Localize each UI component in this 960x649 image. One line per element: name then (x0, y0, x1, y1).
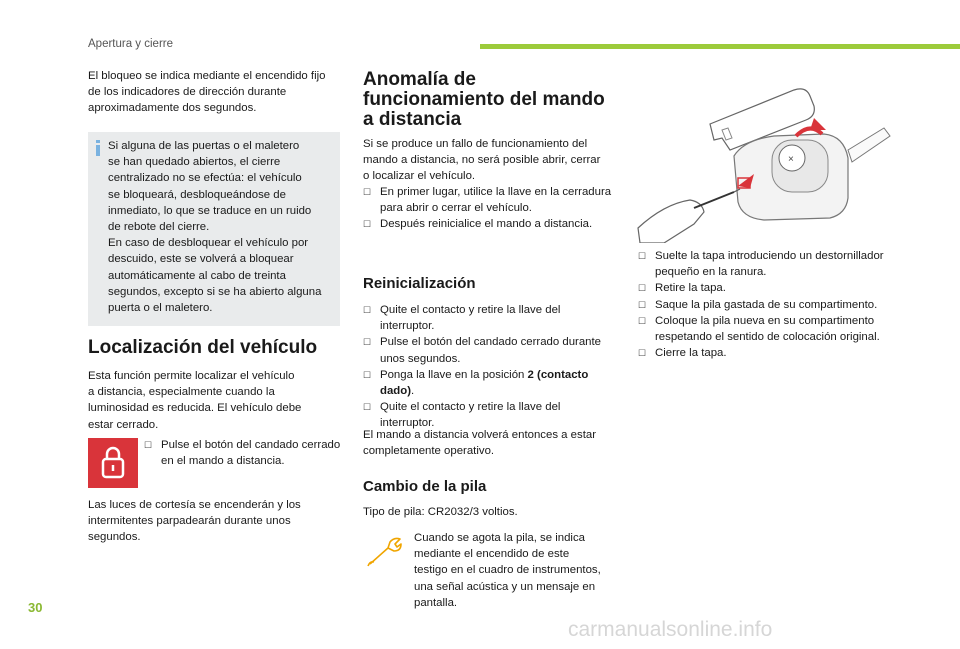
battery-warning-line: testigo en el cuadro de instrumentos, (414, 564, 601, 577)
battery-warning-line: mediante el encendido de este (414, 548, 570, 561)
info-line: automáticamente al cabo de treinta (108, 269, 286, 282)
header-accent-bar (480, 44, 960, 49)
battery-steps (638, 248, 894, 361)
location-line: luminosidad es reducida. El vehículo debe (88, 402, 302, 415)
battery-warning-line: una señal acústica y un mensaje en (414, 580, 596, 593)
malfunction-line: o localizar el vehículo. (363, 170, 476, 183)
malfunction-line: Si se produce un fallo de funcionamiento del (363, 138, 588, 150)
battery-step: ☐ Coloque la pila nueva en su compartimento respetando el sentido de colocación original. (638, 313, 894, 345)
battery-warning-line: pantalla. (414, 596, 458, 609)
reinit-step: ☐ Quite el contacto y retire la llave del interruptor. (363, 399, 617, 431)
info-line: Si alguna de las puertas o el maletero (108, 140, 300, 152)
lock-step-list (144, 437, 342, 469)
reinit-step (363, 367, 617, 399)
heading-line: Anomalía de (363, 69, 476, 90)
heading-line: funcionamiento del mando (363, 89, 605, 110)
watermark: carmanualsonline.info (568, 618, 773, 641)
info-line: de rebote del cierre. (108, 221, 210, 234)
page-number: 30 (28, 600, 43, 615)
reinit-step: ☐ Pulse el botón del candado cerrado durante unos segundos. (363, 334, 617, 366)
reinit-steps (363, 302, 617, 432)
lock-intro-text: El bloqueo se indica mediante el encendido fijo de los indicadores de dirección durante aproximadamente dos segundos. (88, 70, 326, 115)
lock-step: ☐ Pulse el botón del candado cerrado en el mando a distancia. (144, 437, 342, 469)
location-line: a distancia, especialmente cuando la (88, 386, 275, 399)
malfunction-steps (363, 184, 617, 233)
heading-line: a distancia (363, 109, 462, 130)
heading-reinitialization: Reinicialización (363, 275, 476, 292)
reinit-step-text: Ponga la llave en la posición (380, 368, 528, 381)
reinit-after (363, 427, 617, 459)
reinit-after-line: El mando a distancia volverá entonces a estar (363, 429, 597, 441)
info-line: inmediato, lo que se traduce en un ruido (108, 204, 312, 217)
battery-warning-text (414, 530, 618, 611)
battery-type: Tipo de pila: CR2032/3 voltios. (363, 506, 518, 518)
lights-line: segundos. (88, 531, 141, 544)
info-line: segundos, excepto si se ha abierto alguna (108, 285, 322, 298)
ignition-position: 2 (contacto dado) (380, 368, 589, 398)
heading-remote-malfunction (363, 70, 613, 130)
battery-step: ☐ Saque la pila gastada de su compartimento. (638, 297, 894, 313)
key-battery-illustration (634, 78, 894, 243)
location-body (88, 368, 340, 433)
info-line: centralizado no se efectúa: el vehículo (108, 172, 302, 185)
malfunction-body (363, 136, 615, 185)
lock-button-icon (88, 438, 138, 488)
battery-warning-icon (366, 534, 404, 568)
info-line: se bloqueará, desbloqueándose de (108, 188, 286, 201)
malfunction-step: ☐ En primer lugar, utilice la llave en la cerradura para abrir o cerrar el vehículo. (363, 184, 617, 216)
location-line: estar cerrado. (88, 418, 159, 431)
lights-text (88, 497, 340, 546)
reinit-step-end: . (411, 385, 415, 398)
info-icon (94, 140, 102, 156)
info-line: descuido, este se volverá a bloquear (108, 253, 294, 266)
battery-step: ☐ Retire la tapa. (638, 280, 894, 296)
section-title: Apertura y cierre (88, 38, 174, 50)
malfunction-line: mando a distancia, no será posible abrir, cerrar (363, 154, 601, 167)
svg-text:×: × (788, 154, 794, 165)
location-line: Esta función permite localizar el vehículo (88, 370, 295, 382)
battery-warning-line: Cuando se agota la pila, se indica (414, 532, 585, 544)
battery-step: ☐ Suelte la tapa introduciendo un destornillador pequeño en la ranura. (638, 248, 894, 280)
reinit-after-line: completamente operativo. (363, 445, 495, 458)
malfunction-step: ☐ Después reinicialice el mando a distancia. (363, 216, 617, 232)
reinit-step: ☐ Quite el contacto y retire la llave del interruptor. (363, 302, 617, 334)
battery-step: ☐ Cierre la tapa. (638, 345, 894, 361)
lights-line: intermitentes parpadearán durante unos (88, 515, 291, 528)
info-text (108, 138, 340, 316)
heading-vehicle-location: Localización del vehículo (88, 337, 318, 358)
info-line: se han quedado abiertos, el cierre (108, 156, 281, 169)
info-line: En caso de desbloquear el vehículo por (108, 237, 309, 250)
heading-battery-change: Cambio de la pila (363, 478, 487, 495)
info-line: puerta o el maletero. (108, 302, 213, 315)
lights-line: Las luces de cortesía se encenderán y los (88, 499, 301, 511)
